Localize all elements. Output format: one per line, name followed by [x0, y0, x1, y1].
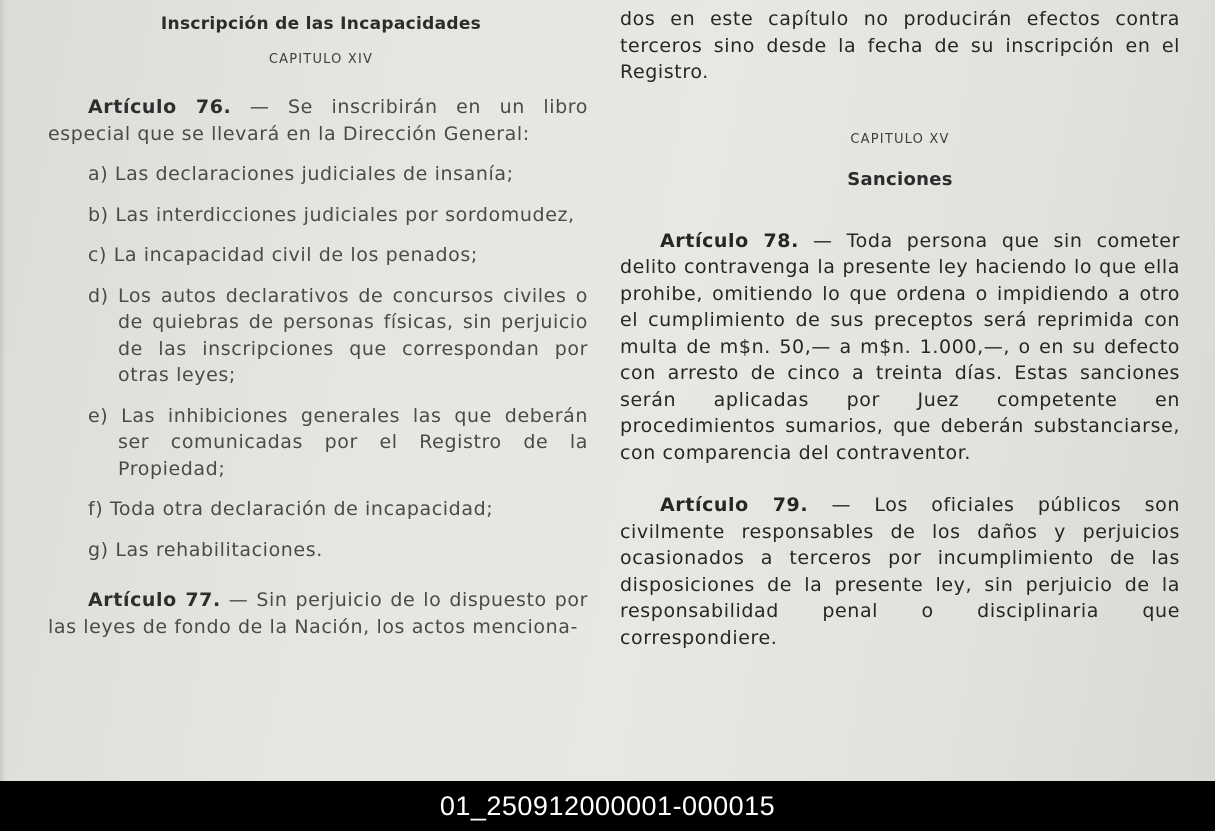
article-76-text: — Se inscribirán en un libro especial que se llevará en la Dirección General: — [48, 96, 589, 145]
section-heading-incapacidades: Inscripción de las Incapacidades — [160, 14, 482, 34]
list-item-d: d) Los autos declarativos de concursos civiles o de quiebras de personas físicas, sin perjuicio de las inscripciones que correspondan por otras leyes; — [88, 284, 588, 386]
list-item-b: b) Las interdicciones judiciales por sordomudez, — [88, 203, 575, 226]
article-79-label: Artículo 79. — [660, 494, 809, 516]
article-76 — [48, 94, 588, 147]
list-item-g: g) Las rehabilitaciones. — [88, 538, 323, 561]
right-column — [620, 6, 1180, 651]
list-item-a: a) Las declaraciones judiciales de insanía; — [88, 163, 514, 185]
article-77-continuation: dos en este capítulo no producirán efectos contra terceros sino desde la fecha de su inscripción en el Registro. — [620, 8, 1180, 83]
left-column — [48, 14, 588, 640]
chapter-label-xv: CAPITULO XV — [850, 131, 950, 147]
article-79 — [620, 492, 1180, 651]
incapacity-list — [48, 161, 588, 563]
list-item-f: f) Toda otra declaración de incapacidad; — [88, 498, 494, 520]
article-79-text: — Los oficiales públicos son civilmente responsables de los daños y perjuicios ocasionados a terceros por incumplimiento de las disposiciones de la presente ley, sin perjuicio de la responsabilidad penal o disciplinaria que correspondiere. — [620, 494, 1180, 649]
article-78-text: — Toda persona que sin cometer delito contravenga la presente ley haciendo lo que ella prohibe, omitiendo lo que ordena o impidiendo a otro el cumplimiento de sus preceptos será reprimida con multa de m$n. 50,— a m$n. 1.000,—, o en su defecto con arresto de cinco a treinta días. Estas sanciones serán aplicadas por Juez competente en procedimientos sumarios, que deberán substanciarse, con comparencia del contraventor. — [620, 229, 1180, 464]
article-78 — [620, 228, 1180, 467]
section-heading-sanciones: Sanciones — [847, 168, 953, 190]
list-item-c: c) La incapacidad civil de los penados; — [88, 244, 478, 266]
page-binding-edge — [0, 0, 6, 781]
article-78-label: Artículo 78. — [660, 229, 799, 252]
list-item-e: e) Las inhibiciones generales las que deberán ser comunicadas por el Registro de la Propiedad; — [88, 404, 588, 480]
image-id-caption: 01_250912000001-000015 — [439, 790, 776, 821]
article-76-label: Artículo 76. — [88, 96, 232, 118]
article-77 — [48, 587, 588, 640]
article-77-label: Artículo 77. — [88, 589, 221, 611]
chapter-label-xiv: CAPITULO XIV — [268, 52, 374, 67]
article-77-text: — Sin perjuicio de lo dispuesto por las leyes de fondo de la Nación, los actos menciona- — [48, 589, 588, 638]
